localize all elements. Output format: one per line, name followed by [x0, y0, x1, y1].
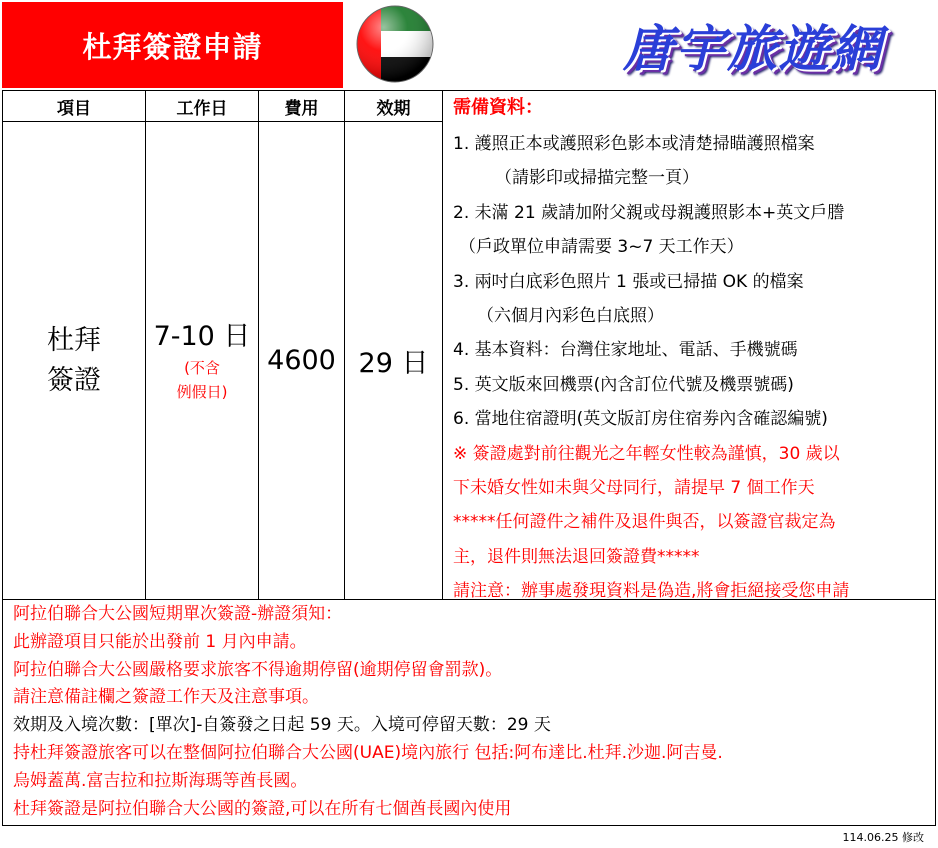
header-fee: 費用 — [259, 91, 344, 122]
validity-cell — [345, 122, 442, 599]
note-line: 烏姆蓋萬.富吉拉和拉斯海瑪等酋長國。 — [13, 770, 308, 791]
requirement-line: 2. 未滿 21 歲請加附父親或母親護照影本+英文戶謄 — [453, 202, 845, 223]
header-validity: 效期 — [345, 91, 442, 122]
brand-logo: 唐宇旅遊網 — [623, 20, 883, 78]
workdays-value: 7-10 日 — [153, 320, 251, 352]
page-title: 杜拜簽證申請 — [2, 2, 343, 88]
header-workdays: 工作日 — [146, 91, 258, 122]
uae-flag-icon — [355, 4, 435, 84]
requirement-line: 4. 基本資料：台灣住家地址、電話、手機號碼 — [453, 340, 798, 361]
warning-line: 請注意：辦事處發現資料是偽造,將會拒絕接受您申請 — [453, 581, 850, 602]
requirements-title: 需備資料： — [453, 97, 543, 118]
item-name-line2: 簽證 — [47, 364, 101, 396]
requirement-line: 3. 兩吋白底彩色照片 1 張或已掃描 OK 的檔案 — [453, 271, 804, 292]
workdays-note-line1: (不含 — [184, 358, 220, 377]
requirement-line: 1. 護照正本或護照彩色影本或清楚掃瞄護照檔案 — [453, 134, 815, 154]
requirement-line: （六個月內彩色白底照） — [477, 305, 664, 326]
item-cell — [3, 122, 145, 599]
note-line: 效期及入境次數：[單次]-自簽發之日起 59 天。入境可停留天數：29 天 — [13, 715, 551, 736]
revision-date: 114.06.25 修改 — [842, 831, 924, 844]
column-fee — [259, 91, 345, 599]
header-item: 項目 — [3, 91, 145, 122]
fee-cell — [259, 122, 344, 599]
note-line: 此辦證項目只能於出發前 1 月內申請。 — [13, 631, 307, 652]
note-line: 阿拉伯聯合大公國嚴格要求旅客不得逾期停留(逾期停留會罰款)。 — [13, 659, 503, 680]
notes-title: 阿拉伯聯合大公國短期單次簽證-辦證須知： — [13, 604, 343, 624]
warning-line: 下未婚女性如未與父母同行，請提早 7 個工作天 — [453, 477, 815, 498]
note-line: 持杜拜簽證旅客可以在整個阿拉伯聯合大公國(UAE)境內旅行 包括:阿布達比.杜拜.沙迦.阿吉曼. — [13, 742, 723, 763]
requirement-line: （戶政單位申請需要 3~7 天工作天） — [459, 237, 744, 258]
visa-info-table — [2, 90, 936, 600]
notes-section — [2, 600, 936, 826]
column-item — [3, 91, 146, 599]
warning-line: *****任何證件之補件及退件與否，以簽證官裁定為 — [453, 512, 836, 533]
warning-line: 主，退件則無法退回簽證費***** — [453, 546, 700, 567]
requirements-panel — [443, 91, 935, 602]
validity-value: 29 日 — [358, 348, 429, 379]
requirement-line: （請影印或掃描完整一頁） — [495, 168, 699, 189]
requirement-line: 6. 當地住宿證明(英文版訂房住宿劵內含確認編號) — [453, 409, 828, 430]
column-validity — [345, 91, 443, 599]
requirement-line: 5. 英文版來回機票(內含訂位代號及機票號碼) — [453, 374, 794, 395]
note-line: 請注意備註欄之簽證工作天及注意事項。 — [13, 687, 319, 708]
warning-line: ※ 簽證處對前往觀光之年輕女性較為謹慎，30 歲以 — [453, 443, 840, 464]
fee-value: 4600 — [267, 345, 336, 376]
workdays-note-line2: 例假日) — [176, 382, 228, 401]
workdays-cell — [146, 122, 258, 599]
item-name-line1: 杜拜 — [47, 324, 101, 356]
column-workdays — [146, 91, 259, 599]
note-line: 杜拜簽證是阿拉伯聯合大公國的簽證,可以在所有七個酋長國內使用 — [13, 798, 512, 819]
